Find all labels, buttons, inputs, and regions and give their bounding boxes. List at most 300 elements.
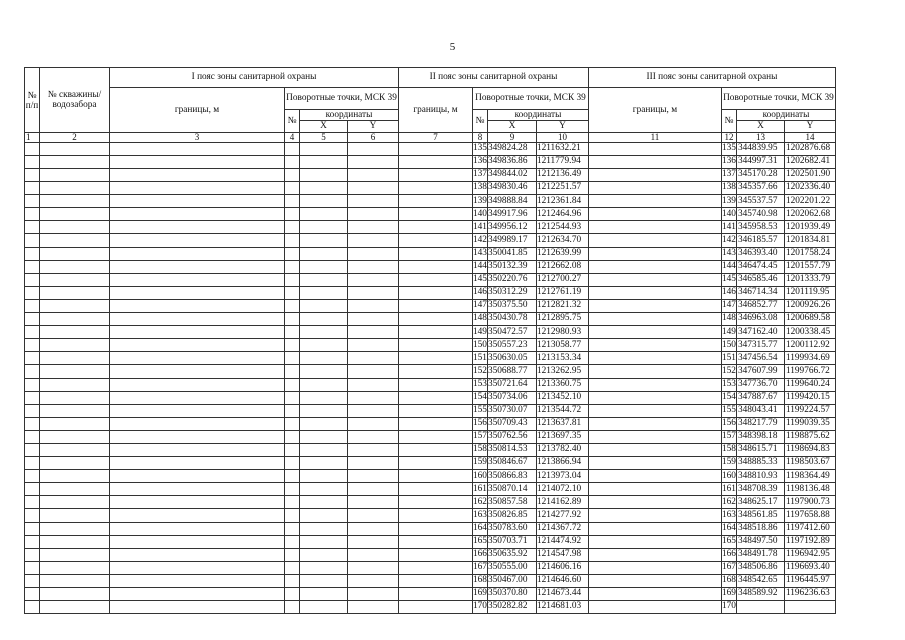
empty-cell: [40, 299, 110, 312]
header-belt2-coords: координаты: [487, 110, 588, 121]
belt2-point-number: 157: [473, 430, 488, 443]
header-belt2-x: X: [487, 121, 536, 132]
empty-cell: [40, 326, 110, 339]
empty-cell: [399, 247, 473, 260]
belt3-x-coordinate: 346474.45: [736, 260, 784, 273]
belt2-point-number: 160: [473, 470, 488, 483]
table-row: [25, 221, 836, 234]
belt3-point-number: 151: [721, 352, 736, 365]
empty-cell: [300, 443, 348, 456]
header-belt3-boundaries: границы, м: [588, 88, 721, 133]
belt2-x-coordinate: 350635.92: [487, 548, 536, 561]
empty-cell: [300, 601, 348, 614]
empty-cell: [110, 234, 285, 247]
belt2-point-number: 145: [473, 273, 488, 286]
empty-cell: [588, 260, 721, 273]
belt3-x-coordinate: 346585.46: [736, 273, 784, 286]
belt3-y-coordinate: 1198875.62: [784, 430, 835, 443]
empty-cell: [110, 182, 285, 195]
header-belt3-x: X: [736, 121, 784, 132]
table-row: [25, 404, 836, 417]
table-row: [25, 339, 836, 352]
belt3-x-coordinate: 346185.57: [736, 234, 784, 247]
empty-cell: [25, 548, 40, 561]
empty-cell: [300, 247, 348, 260]
empty-cell: [399, 299, 473, 312]
belt2-x-coordinate: 349844.02: [487, 169, 536, 182]
belt3-y-coordinate: 1201557.79: [784, 260, 835, 273]
belt2-y-coordinate: 1214681.03: [536, 601, 588, 614]
empty-cell: [348, 548, 399, 561]
belt2-x-coordinate: 350846.67: [487, 457, 536, 470]
belt3-y-coordinate: 1199934.69: [784, 352, 835, 365]
table-row: [25, 299, 836, 312]
empty-cell: [348, 443, 399, 456]
belt2-y-coordinate: 1213262.95: [536, 365, 588, 378]
empty-cell: [40, 483, 110, 496]
belt3-y-coordinate: 1199039.35: [784, 417, 835, 430]
empty-cell: [285, 457, 300, 470]
empty-cell: [25, 247, 40, 260]
empty-cell: [110, 535, 285, 548]
empty-cell: [40, 221, 110, 234]
belt2-y-coordinate: 1214606.16: [536, 561, 588, 574]
empty-cell: [25, 273, 40, 286]
empty-cell: [110, 221, 285, 234]
belt3-point-number: 153: [721, 378, 736, 391]
belt3-point-number: 136: [721, 155, 736, 168]
empty-cell: [588, 601, 721, 614]
empty-cell: [110, 195, 285, 208]
empty-cell: [588, 588, 721, 601]
empty-cell: [300, 417, 348, 430]
belt3-x-coordinate: 348542.65: [736, 574, 784, 587]
belt2-x-coordinate: 349888.84: [487, 195, 536, 208]
belt3-point-number: 156: [721, 417, 736, 430]
table-row: [25, 378, 836, 391]
belt3-point-number: 157: [721, 430, 736, 443]
belt3-x-coordinate: 344997.31: [736, 155, 784, 168]
empty-cell: [588, 548, 721, 561]
belt2-x-coordinate: 350472.57: [487, 326, 536, 339]
empty-cell: [110, 391, 285, 404]
empty-cell: [25, 457, 40, 470]
belt3-x-coordinate: 348518.86: [736, 522, 784, 535]
empty-cell: [300, 221, 348, 234]
empty-cell: [25, 574, 40, 587]
header-belt2-no: №: [473, 110, 488, 133]
empty-cell: [110, 483, 285, 496]
empty-cell: [285, 574, 300, 587]
empty-cell: [110, 443, 285, 456]
belt2-x-coordinate: 350041.85: [487, 247, 536, 260]
empty-cell: [300, 260, 348, 273]
empty-cell: [285, 234, 300, 247]
belt3-y-coordinate: 1199224.57: [784, 404, 835, 417]
belt3-point-number: 164: [721, 522, 736, 535]
belt3-point-number: 168: [721, 574, 736, 587]
empty-cell: [110, 417, 285, 430]
belt3-x-coordinate: 347315.77: [736, 339, 784, 352]
empty-cell: [300, 457, 348, 470]
empty-cell: [110, 326, 285, 339]
belt3-y-coordinate: 1201333.79: [784, 273, 835, 286]
empty-cell: [40, 470, 110, 483]
table-row: [25, 417, 836, 430]
belt3-point-number: 139: [721, 195, 736, 208]
empty-cell: [25, 221, 40, 234]
belt3-point-number: 137: [721, 169, 736, 182]
empty-cell: [588, 535, 721, 548]
empty-cell: [25, 339, 40, 352]
belt2-point-number: 142: [473, 234, 488, 247]
empty-cell: [300, 155, 348, 168]
empty-cell: [300, 208, 348, 221]
empty-cell: [300, 142, 348, 155]
belt2-y-coordinate: 1213360.75: [536, 378, 588, 391]
empty-cell: [25, 155, 40, 168]
empty-cell: [110, 286, 285, 299]
empty-cell: [25, 195, 40, 208]
empty-cell: [588, 326, 721, 339]
belt2-y-coordinate: 1214673.44: [536, 588, 588, 601]
belt3-y-coordinate: 1197412.60: [784, 522, 835, 535]
belt2-x-coordinate: 349824.28: [487, 142, 536, 155]
belt3-y-coordinate: 1200689.58: [784, 313, 835, 326]
empty-cell: [40, 509, 110, 522]
belt2-point-number: 168: [473, 574, 488, 587]
empty-cell: [399, 169, 473, 182]
empty-cell: [25, 417, 40, 430]
empty-cell: [588, 182, 721, 195]
empty-cell: [285, 404, 300, 417]
empty-cell: [348, 286, 399, 299]
empty-cell: [300, 352, 348, 365]
table-row: [25, 234, 836, 247]
belt2-x-coordinate: 349830.46: [487, 182, 536, 195]
empty-cell: [300, 509, 348, 522]
empty-cell: [300, 535, 348, 548]
belt3-x-coordinate: 348497.50: [736, 535, 784, 548]
empty-cell: [399, 365, 473, 378]
empty-cell: [588, 208, 721, 221]
belt3-y-coordinate: 1202201.22: [784, 195, 835, 208]
empty-cell: [110, 457, 285, 470]
belt2-y-coordinate: 1213058.77: [536, 339, 588, 352]
empty-cell: [399, 548, 473, 561]
belt2-point-number: 138: [473, 182, 488, 195]
belt2-y-coordinate: 1214646.60: [536, 574, 588, 587]
table-row: [25, 365, 836, 378]
empty-cell: [285, 221, 300, 234]
belt3-point-number: 154: [721, 391, 736, 404]
header-belt1-y: Y: [348, 121, 399, 132]
belt2-point-number: 148: [473, 313, 488, 326]
empty-cell: [40, 535, 110, 548]
belt3-x-coordinate: 348589.92: [736, 588, 784, 601]
empty-cell: [285, 155, 300, 168]
empty-cell: [348, 195, 399, 208]
belt2-point-number: 147: [473, 299, 488, 312]
empty-cell: [588, 155, 721, 168]
page-number: 5: [449, 41, 456, 53]
empty-cell: [25, 391, 40, 404]
belt3-point-number: 166: [721, 548, 736, 561]
empty-cell: [399, 313, 473, 326]
belt2-y-coordinate: 1212761.19: [536, 286, 588, 299]
column-number: 13: [736, 132, 784, 142]
table-row: [25, 548, 836, 561]
table-row: [25, 522, 836, 535]
column-number-row: [25, 132, 836, 142]
belt3-point-number: 147: [721, 299, 736, 312]
header-belt1-boundaries: границы, м: [110, 88, 285, 133]
belt3-y-coordinate: 1199766.72: [784, 365, 835, 378]
empty-cell: [300, 273, 348, 286]
empty-cell: [285, 378, 300, 391]
empty-cell: [285, 430, 300, 443]
belt2-y-coordinate: 1214547.98: [536, 548, 588, 561]
empty-cell: [285, 299, 300, 312]
belt2-y-coordinate: 1211632.21: [536, 142, 588, 155]
belt2-y-coordinate: 1212700.27: [536, 273, 588, 286]
empty-cell: [40, 208, 110, 221]
belt3-x-coordinate: 348625.17: [736, 496, 784, 509]
belt2-point-number: 167: [473, 561, 488, 574]
column-number: 6: [348, 132, 399, 142]
table-row: [25, 391, 836, 404]
belt2-y-coordinate: 1212251.57: [536, 182, 588, 195]
belt3-point-number: 146: [721, 286, 736, 299]
belt2-point-number: 140: [473, 208, 488, 221]
belt2-y-coordinate: 1213544.72: [536, 404, 588, 417]
belt3-y-coordinate: 1201834.81: [784, 234, 835, 247]
empty-cell: [40, 443, 110, 456]
table-row: [25, 561, 836, 574]
belt3-x-coordinate: 348217.79: [736, 417, 784, 430]
empty-cell: [40, 574, 110, 587]
empty-cell: [25, 509, 40, 522]
empty-cell: [348, 535, 399, 548]
column-number: 2: [40, 132, 110, 142]
belt3-y-coordinate: 1202682.41: [784, 155, 835, 168]
empty-cell: [399, 182, 473, 195]
belt2-y-coordinate: 1212544.93: [536, 221, 588, 234]
column-number: 12: [721, 132, 736, 142]
belt3-x-coordinate: 348708.39: [736, 483, 784, 496]
table-row: [25, 352, 836, 365]
empty-cell: [399, 339, 473, 352]
belt2-y-coordinate: 1212662.08: [536, 260, 588, 273]
belt3-y-coordinate: 1197658.88: [784, 509, 835, 522]
empty-cell: [399, 221, 473, 234]
empty-cell: [300, 299, 348, 312]
belt2-y-coordinate: 1213153.34: [536, 352, 588, 365]
table-row: [25, 430, 836, 443]
empty-cell: [25, 208, 40, 221]
belt2-x-coordinate: 350375.50: [487, 299, 536, 312]
empty-cell: [300, 561, 348, 574]
empty-cell: [110, 561, 285, 574]
belt2-y-coordinate: 1212136.49: [536, 169, 588, 182]
empty-cell: [110, 574, 285, 587]
belt2-point-number: 144: [473, 260, 488, 273]
empty-cell: [588, 561, 721, 574]
belt3-y-coordinate: [784, 601, 835, 614]
belt2-point-number: 158: [473, 443, 488, 456]
empty-cell: [40, 365, 110, 378]
empty-cell: [40, 273, 110, 286]
belt3-x-coordinate: 348561.85: [736, 509, 784, 522]
empty-cell: [300, 169, 348, 182]
empty-cell: [285, 142, 300, 155]
empty-cell: [40, 430, 110, 443]
empty-cell: [399, 574, 473, 587]
empty-cell: [110, 601, 285, 614]
belt2-y-coordinate: 1212980.93: [536, 326, 588, 339]
empty-cell: [25, 470, 40, 483]
belt3-y-coordinate: 1199640.24: [784, 378, 835, 391]
belt2-y-coordinate: 1211779.94: [536, 155, 588, 168]
empty-cell: [588, 142, 721, 155]
belt2-y-coordinate: 1212361.84: [536, 195, 588, 208]
empty-cell: [399, 142, 473, 155]
empty-cell: [348, 352, 399, 365]
table-row: [25, 169, 836, 182]
belt3-y-coordinate: 1202501.90: [784, 169, 835, 182]
belt3-y-coordinate: 1200926.26: [784, 299, 835, 312]
empty-cell: [348, 483, 399, 496]
empty-cell: [25, 443, 40, 456]
empty-cell: [110, 430, 285, 443]
empty-cell: [300, 182, 348, 195]
empty-cell: [25, 182, 40, 195]
empty-cell: [285, 273, 300, 286]
header-belt3-coords: координаты: [736, 110, 835, 121]
empty-cell: [300, 365, 348, 378]
empty-cell: [40, 352, 110, 365]
belt2-y-coordinate: 1212464.96: [536, 208, 588, 221]
empty-cell: [300, 404, 348, 417]
empty-cell: [40, 247, 110, 260]
belt2-point-number: 149: [473, 326, 488, 339]
empty-cell: [588, 169, 721, 182]
column-number: 9: [487, 132, 536, 142]
belt3-y-coordinate: 1196693.40: [784, 561, 835, 574]
empty-cell: [588, 574, 721, 587]
empty-cell: [40, 378, 110, 391]
belt2-x-coordinate: 349956.12: [487, 221, 536, 234]
empty-cell: [588, 234, 721, 247]
empty-cell: [300, 339, 348, 352]
empty-cell: [285, 247, 300, 260]
belt2-y-coordinate: 1213697.35: [536, 430, 588, 443]
belt2-x-coordinate: 350730.07: [487, 404, 536, 417]
empty-cell: [285, 548, 300, 561]
empty-cell: [399, 273, 473, 286]
empty-cell: [285, 535, 300, 548]
belt2-x-coordinate: 350557.23: [487, 339, 536, 352]
belt2-point-number: 143: [473, 247, 488, 260]
empty-cell: [25, 365, 40, 378]
belt3-y-coordinate: 1196445.97: [784, 574, 835, 587]
empty-cell: [25, 260, 40, 273]
empty-cell: [348, 260, 399, 273]
header-belt2-boundaries: границы, м: [399, 88, 473, 133]
empty-cell: [40, 339, 110, 352]
belt2-point-number: 141: [473, 221, 488, 234]
empty-cell: [348, 404, 399, 417]
empty-cell: [110, 260, 285, 273]
empty-cell: [588, 247, 721, 260]
empty-cell: [110, 378, 285, 391]
belt2-x-coordinate: 350370.80: [487, 588, 536, 601]
belt3-y-coordinate: 1197192.89: [784, 535, 835, 548]
belt3-point-number: 165: [721, 535, 736, 548]
empty-cell: [25, 561, 40, 574]
belt3-point-number: 138: [721, 182, 736, 195]
belt2-point-number: 164: [473, 522, 488, 535]
empty-cell: [399, 522, 473, 535]
empty-cell: [399, 588, 473, 601]
empty-cell: [285, 470, 300, 483]
column-number: 3: [110, 132, 285, 142]
table-row: [25, 588, 836, 601]
empty-cell: [285, 496, 300, 509]
column-number: 7: [399, 132, 473, 142]
belt3-x-coordinate: 348043.41: [736, 404, 784, 417]
empty-cell: [285, 588, 300, 601]
empty-cell: [399, 326, 473, 339]
table-row: [25, 155, 836, 168]
belt2-x-coordinate: 350762.56: [487, 430, 536, 443]
belt3-x-coordinate: 345170.28: [736, 169, 784, 182]
belt3-y-coordinate: 1202876.68: [784, 142, 835, 155]
belt2-y-coordinate: 1214474.92: [536, 535, 588, 548]
empty-cell: [588, 391, 721, 404]
empty-cell: [588, 286, 721, 299]
empty-cell: [348, 155, 399, 168]
belt2-y-coordinate: 1212821.32: [536, 299, 588, 312]
belt3-point-number: 150: [721, 339, 736, 352]
empty-cell: [399, 509, 473, 522]
belt3-x-coordinate: 348885.33: [736, 457, 784, 470]
belt2-point-number: 139: [473, 195, 488, 208]
belt3-y-coordinate: 1202336.40: [784, 182, 835, 195]
empty-cell: [399, 496, 473, 509]
empty-cell: [40, 260, 110, 273]
table-row: [25, 247, 836, 260]
header-belt1-no: №: [285, 110, 300, 133]
empty-cell: [399, 457, 473, 470]
empty-cell: [110, 169, 285, 182]
belt3-y-coordinate: 1201939.49: [784, 221, 835, 234]
empty-cell: [348, 588, 399, 601]
belt2-point-number: 165: [473, 535, 488, 548]
table-row: [25, 483, 836, 496]
belt3-y-coordinate: 1201758.24: [784, 247, 835, 260]
empty-cell: [588, 496, 721, 509]
empty-cell: [399, 195, 473, 208]
belt2-y-coordinate: 1212895.75: [536, 313, 588, 326]
belt2-point-number: 151: [473, 352, 488, 365]
empty-cell: [25, 352, 40, 365]
belt3-x-coordinate: 347736.70: [736, 378, 784, 391]
empty-cell: [588, 313, 721, 326]
belt2-y-coordinate: 1213866.94: [536, 457, 588, 470]
belt3-point-number: 160: [721, 470, 736, 483]
table-row: [25, 195, 836, 208]
